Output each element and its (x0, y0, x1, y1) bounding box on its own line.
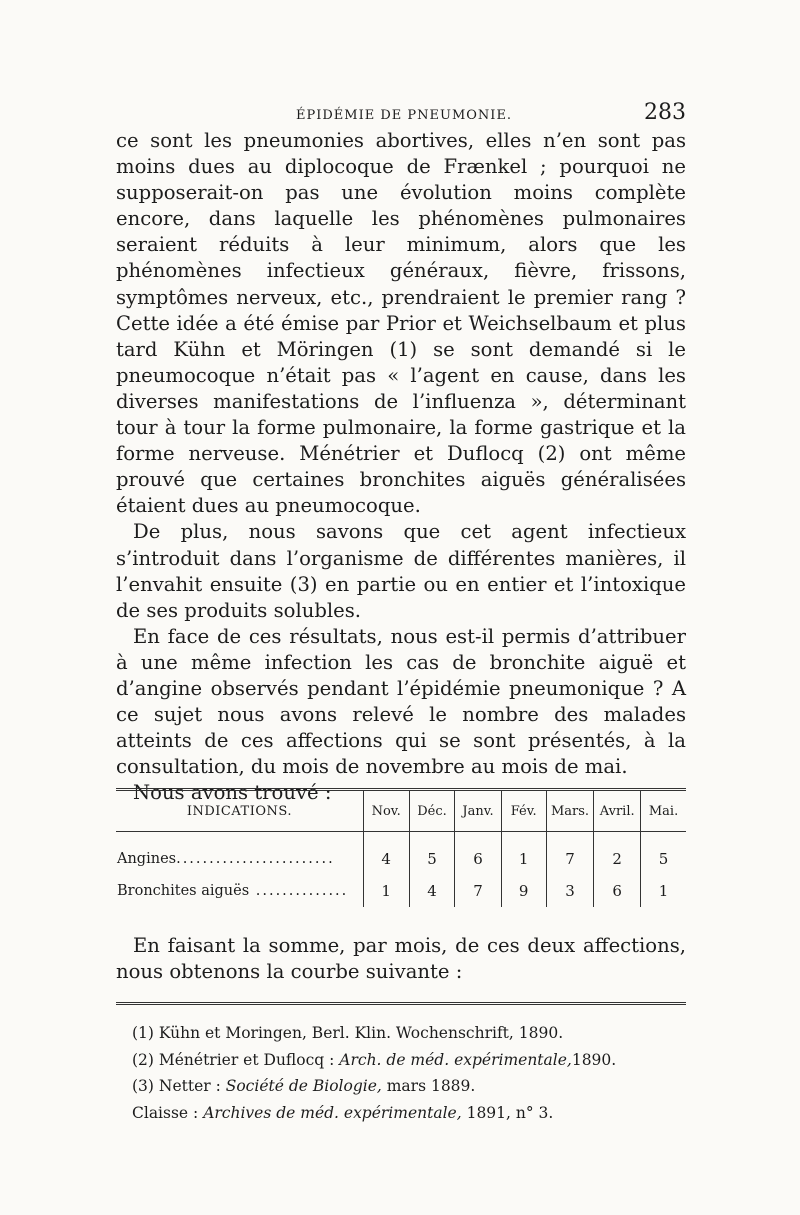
paragraph: De plus, nous savons que cet agent infectieux s’introduit dans l’organisme de différentes manières, il l’envahit ensuite (3) en partie ou en entier et l’intoxique de ses produits solubles. (116, 520, 686, 622)
table-cell: 9 (501, 875, 546, 907)
table-cell: 6 (594, 875, 641, 907)
page-header (116, 96, 686, 132)
table-cell: 2 (594, 832, 641, 876)
table-header-row (116, 791, 686, 832)
paragraph: ce sont les pneumonies abortives, elles n’en sont pas moins dues au diplocoque de Frænkel ; pourquoi ne supposerait-on pas une évolution moins complète encore, dans laquelle les phénomènes pulmonaires seraient réduits à leur minimum, alors que les phénomènes infectieux généraux, fièvre, frissons, symptômes nerveux, etc., prendraient le premier rang ? Cette idée a été émise par Prior et Weichselbaum et plus tard Kühn et Möringen (1) se sont demandé si le pneumocoque n’était pas « l’agent en cause, dans les diverses manifestations de l’influenza », déterminant tour à tour la forme pulmonaire, la forme gastrique et la forme nerveuse. Ménétrier et Duflocq (2) ont même prouvé que certaines bronchites aiguës généralisées étaient dues au pneumocoque. (116, 129, 686, 518)
column-header-indications: INDICATIONS. (116, 791, 363, 832)
running-title: ÉPIDÉMIE DE PNEUMONIE. (296, 108, 513, 123)
footnote-journal: Arch. de méd. expérimentale, (339, 1050, 572, 1069)
table-cell: 7 (546, 832, 593, 876)
column-header-month: Déc. (409, 791, 455, 832)
footnote-journal: Archives de méd. expérimentale, (203, 1103, 462, 1122)
column-header-month: Avril. (594, 791, 641, 832)
table-cell: 4 (363, 832, 409, 876)
body-text (116, 128, 686, 806)
data-table-block (116, 788, 686, 907)
row-label-text: Angines (117, 851, 177, 867)
footnote-4 (132, 1100, 692, 1127)
paragraph: En faisant la somme, par mois, de ces deux affections, nous obtenons la courbe suivante : (116, 934, 686, 984)
column-header-month: Janv. (455, 791, 501, 832)
column-header-month: Mai. (641, 791, 686, 832)
table-cell: 4 (409, 875, 455, 907)
table-row (116, 875, 686, 907)
body-text-after-table (116, 933, 686, 985)
footnote-text: 1890. (571, 1050, 617, 1069)
footnote-text: 1891, n° 3. (461, 1103, 554, 1122)
table-cell: 1 (641, 875, 686, 907)
leader-dots: .............. (249, 883, 349, 899)
page-number: 283 (644, 100, 686, 125)
footnote-text: (2) Ménétrier et Duflocq : (132, 1050, 340, 1069)
data-table (116, 791, 686, 907)
table-cell: 5 (641, 832, 686, 876)
row-label (116, 875, 363, 907)
footnote-1: (1) Kühn et Moringen, Berl. Klin. Wochenschrift, 1890. (132, 1024, 564, 1042)
footnote-2 (132, 1047, 692, 1074)
table-cell: 1 (363, 875, 409, 907)
row-label-text: Bronchites aiguës (117, 883, 250, 899)
footnote-journal: Société de Biologie, (225, 1077, 382, 1095)
paragraph: Nous avons trouvé : (133, 781, 332, 805)
table-cell: 3 (546, 875, 593, 907)
footnote-text: (3) Netter : (132, 1077, 226, 1095)
footnotes (132, 1020, 692, 1126)
table-row (116, 832, 686, 876)
column-header-month: Fév. (501, 791, 546, 832)
table-cell: 7 (455, 875, 501, 907)
table-cell: 6 (455, 832, 501, 876)
footnote-text: Claisse : (132, 1103, 204, 1122)
row-label (116, 832, 363, 876)
footnote-rule (116, 1002, 686, 1005)
leader-dots: ........................ (176, 851, 335, 867)
table-cell: 5 (409, 832, 455, 876)
footnote-text: mars 1889. (381, 1077, 476, 1095)
column-header-month: Nov. (363, 791, 409, 832)
paragraph: En face de ces résultats, nous est-il permis d’attribuer à une même infection les cas de bronchite aiguë et d’angine observés pendant l’épidémie pneumonique ? A ce sujet nous avons relevé le nombre des malades atteints de ces affections qui se sont présentés, à la consultation, du mois de novembre au mois de mai. (116, 624, 686, 779)
table-cell: 1 (501, 832, 546, 876)
footnote-3 (132, 1073, 692, 1100)
column-header-month: Mars. (546, 791, 593, 832)
